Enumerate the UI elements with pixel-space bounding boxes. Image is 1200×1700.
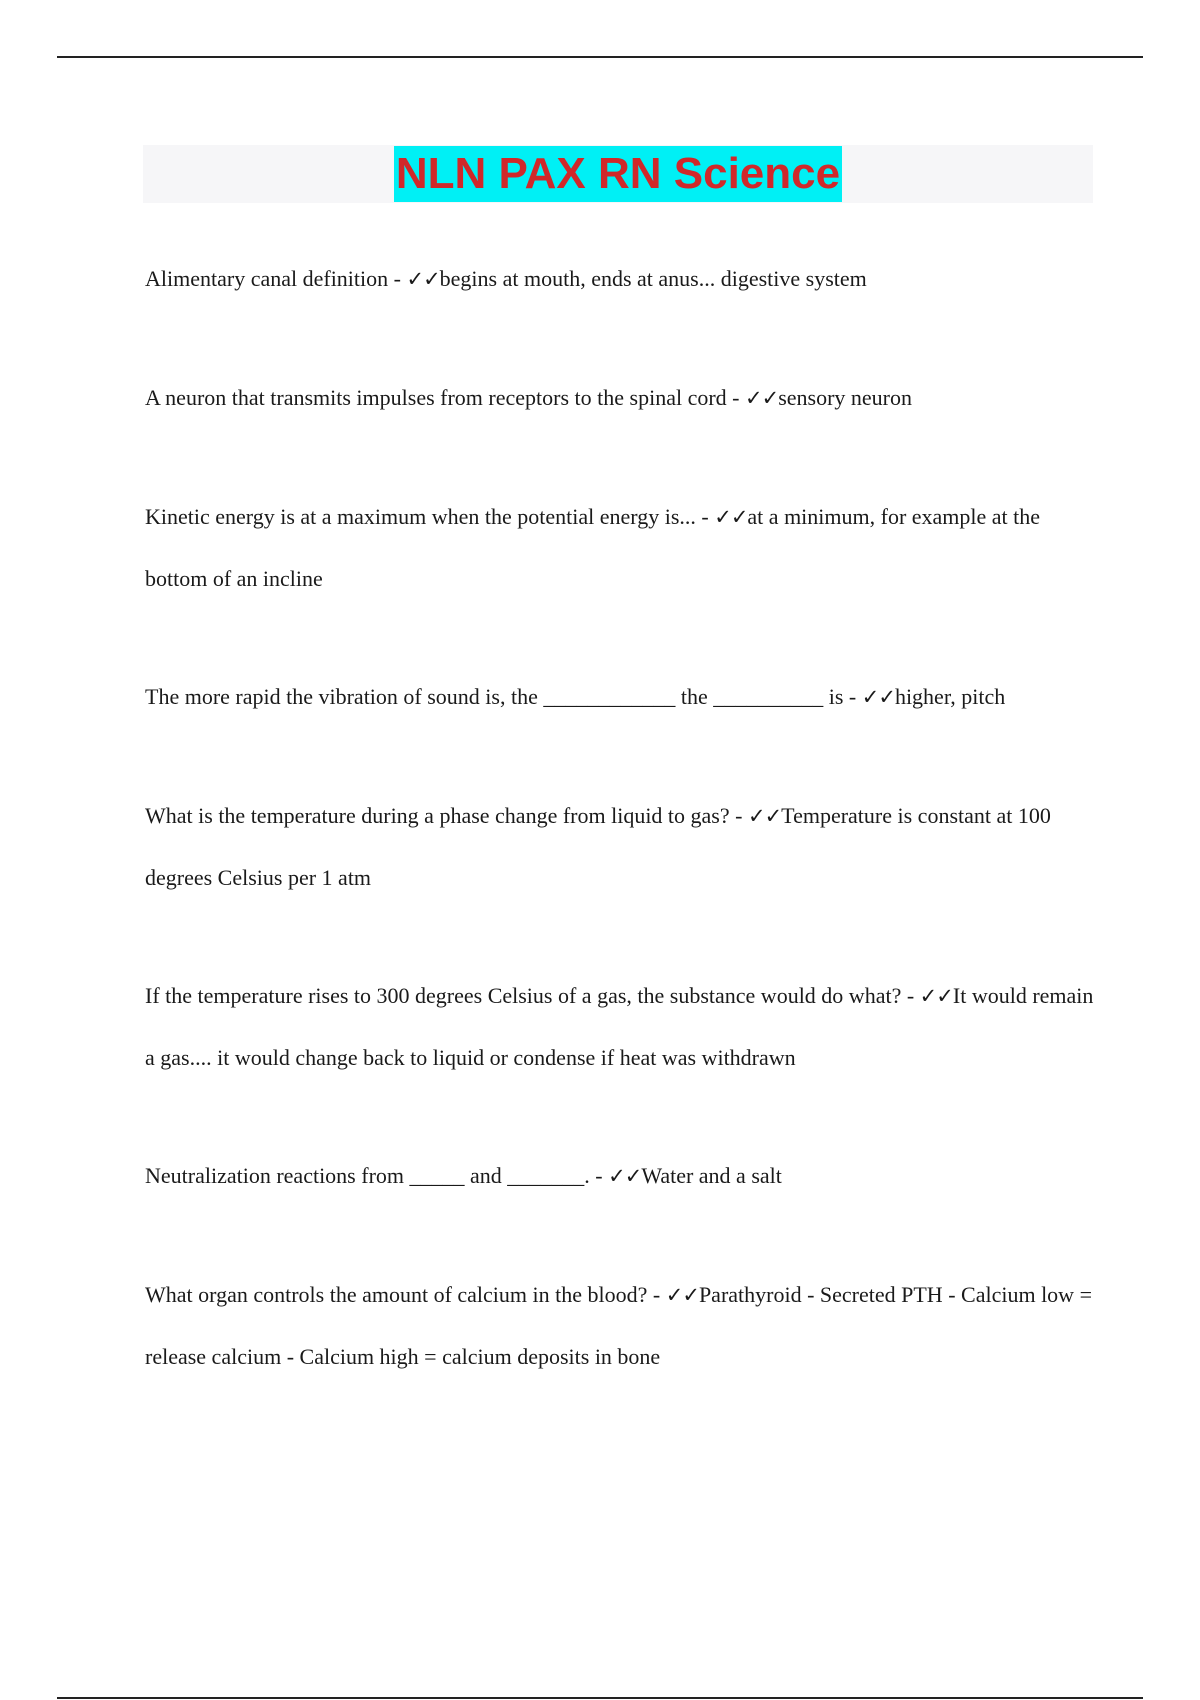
- double-check-icon: ✓✓: [608, 1164, 642, 1188]
- question-text: A neuron that transmits impulses from receptors to the spinal cord: [145, 385, 727, 410]
- top-rule: [57, 56, 1143, 58]
- qa-item-3: [145, 486, 1095, 609]
- double-check-icon: ✓✓: [714, 505, 748, 529]
- separator: -: [647, 1282, 666, 1307]
- question-text: Kinetic energy is at a maximum when the potential energy is...: [145, 504, 696, 529]
- qa-item-5: [145, 785, 1095, 908]
- double-check-icon: ✓✓: [919, 984, 953, 1008]
- title-band: [143, 145, 1093, 203]
- qa-item-6: [145, 965, 1095, 1088]
- answer-text: higher, pitch: [894, 684, 1006, 709]
- question-text: Alimentary canal definition: [145, 266, 389, 291]
- qa-item-4: [145, 666, 1095, 728]
- qa-item-1: [145, 248, 1095, 310]
- answer-text: begins at mouth, ends at anus... digestive system: [439, 266, 867, 291]
- answer-text: Temperature is constant at 100 degrees Celsius per 1 atm: [145, 803, 1051, 890]
- separator: -: [589, 1163, 609, 1188]
- question-text: If the temperature rises to 300 degrees Celsius of a gas, the substance would do what?: [145, 983, 902, 1008]
- separator: -: [729, 803, 748, 828]
- double-check-icon: ✓✓: [406, 267, 440, 291]
- double-check-icon: ✓✓: [665, 1283, 699, 1307]
- separator: -: [901, 983, 920, 1008]
- qa-item-2: [145, 367, 1095, 429]
- flashcard-list: [145, 248, 1095, 1444]
- answer-text: sensory neuron: [778, 385, 913, 410]
- document-title: NLN PAX RN Science: [394, 146, 842, 202]
- answer-text: Parathyroid - Secreted PTH - Calcium low = release calcium - Calcium high = calcium deposits in bone: [145, 1282, 1092, 1369]
- double-check-icon: ✓✓: [861, 685, 895, 709]
- answer-text: It would remain a gas.... it would change back to liquid or condense if heat was withdrawn: [145, 983, 1094, 1070]
- bottom-rule: [57, 1697, 1143, 1699]
- qa-item-8: [145, 1264, 1095, 1387]
- answer-text: Water and a salt: [641, 1163, 782, 1188]
- answer-text: at a minimum, for example at the bottom of an incline: [145, 504, 1041, 591]
- separator: -: [695, 504, 715, 529]
- separator: -: [726, 385, 745, 410]
- separator: -: [843, 684, 862, 709]
- question-text: Neutralization reactions from _____ and _______.: [145, 1163, 590, 1188]
- double-check-icon: ✓✓: [747, 804, 782, 828]
- separator: -: [388, 266, 407, 291]
- qa-item-7: [145, 1145, 1095, 1207]
- question-text: What is the temperature during a phase change from liquid to gas?: [145, 803, 730, 828]
- question-text: What organ controls the amount of calcium in the blood?: [145, 1282, 648, 1307]
- double-check-icon: ✓✓: [745, 386, 779, 410]
- question-text: The more rapid the vibration of sound is, the ____________ the __________ is: [145, 684, 844, 709]
